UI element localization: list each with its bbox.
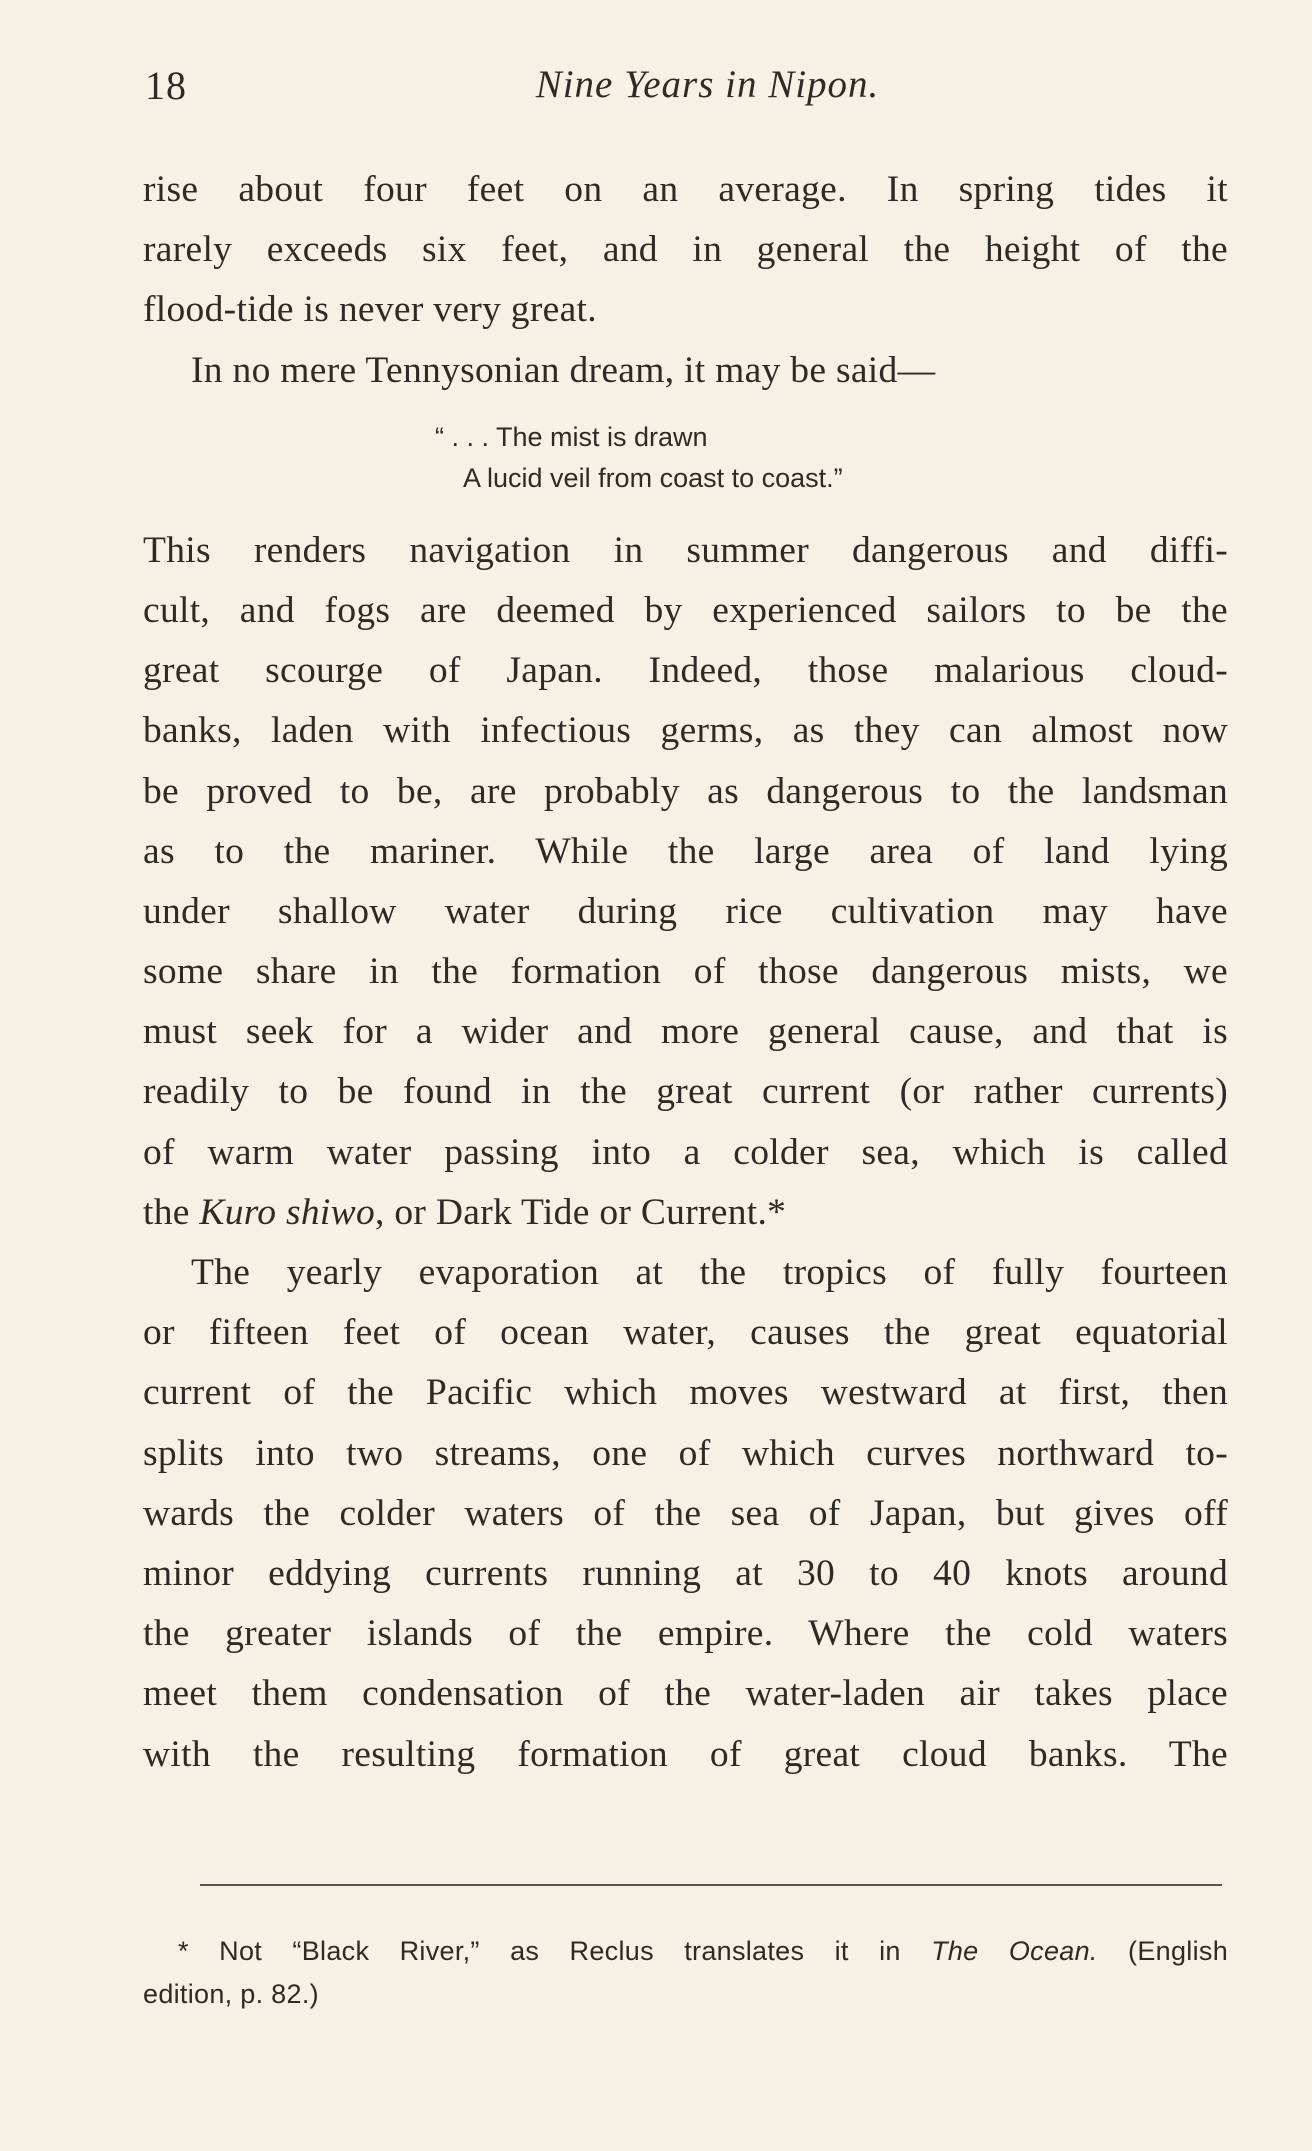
- text-line: [143, 1183, 1228, 1243]
- running-title: Nine Years in Nipon.: [535, 63, 880, 106]
- verse-quotation: [143, 417, 1228, 499]
- text-line: This renders navigation in summer dangerous and diffi-: [143, 529, 1228, 571]
- paragraph-4: [143, 1243, 1228, 1785]
- text-line: meet them condensation of the water-laden air takes place: [143, 1673, 1228, 1715]
- text-line: as to the mariner. While the large area of land lying: [143, 830, 1228, 872]
- text-fragment: * Not “Black River,” as Reclus translates it in: [178, 1936, 932, 1966]
- footnote: [143, 1930, 1228, 2016]
- footnote-line: [143, 1930, 1228, 1973]
- text-line: of warm water passing into a colder sea, which is called: [143, 1131, 1228, 1173]
- text-line: cult, and fogs are deemed by experienced sailors to be the: [143, 589, 1228, 631]
- text-line: minor eddying currents running at 30 to 40 knots around: [143, 1552, 1228, 1594]
- text-line: rarely exceeds six feet, and in general the height of the: [143, 229, 1228, 271]
- footnote-rule: [200, 1884, 1222, 1886]
- paragraph-3: [143, 521, 1228, 1243]
- page-number: 18: [145, 63, 187, 108]
- text-fragment: , or Dark Tide or Current.*: [375, 1191, 787, 1233]
- text-line: must seek for a wider and more general cause, and that is: [143, 1011, 1228, 1053]
- text-line: be proved to be, are probably as dangerous to the landsman: [143, 770, 1228, 812]
- text-line: with the resulting formation of great cloud banks. The: [143, 1733, 1228, 1775]
- text-line: splits into two streams, one of which curves northward to-: [143, 1432, 1228, 1474]
- text-line: some share in the formation of those dangerous mists, we: [143, 951, 1228, 993]
- text-line: readily to be found in the great current (or rather currents): [143, 1071, 1228, 1113]
- text-line: The yearly evaporation at the tropics of fully fourteen: [191, 1252, 1228, 1293]
- body-text: [143, 160, 1228, 1785]
- italic-term: Kuro shiwo: [199, 1191, 376, 1233]
- paragraph-2: [143, 341, 1228, 401]
- text-line: current of the Pacific which moves westward at first, then: [143, 1372, 1228, 1414]
- quotation-line: “ . . . The mist is drawn: [435, 421, 708, 452]
- quotation-line: A lucid veil from coast to coast.”: [463, 462, 843, 493]
- paragraph-1: [143, 160, 1228, 341]
- italic-title: The Ocean.: [931, 1936, 1098, 1966]
- text-fragment: (English: [1097, 1936, 1229, 1966]
- running-head: [145, 62, 1230, 112]
- text-line: wards the colder waters of the sea of Japan, but gives off: [143, 1492, 1228, 1534]
- text-line: under shallow water during rice cultivation may have: [143, 890, 1228, 932]
- footnote-line: edition, p. 82.): [143, 1979, 319, 2009]
- text-line: In no mere Tennysonian dream, it may be said—: [191, 349, 936, 391]
- text-line: banks, laden with infectious germs, as they can almost now: [143, 710, 1228, 752]
- text-fragment: the: [143, 1191, 200, 1233]
- text-line: great scourge of Japan. Indeed, those malarious cloud-: [143, 650, 1228, 692]
- text-line: flood-tide is never very great.: [143, 289, 597, 331]
- text-line: rise about four feet on an average. In spring tides it: [143, 169, 1228, 210]
- text-line: the greater islands of the empire. Where the cold waters: [143, 1613, 1228, 1655]
- text-line: or fifteen feet of ocean water, causes the great equatorial: [143, 1312, 1228, 1354]
